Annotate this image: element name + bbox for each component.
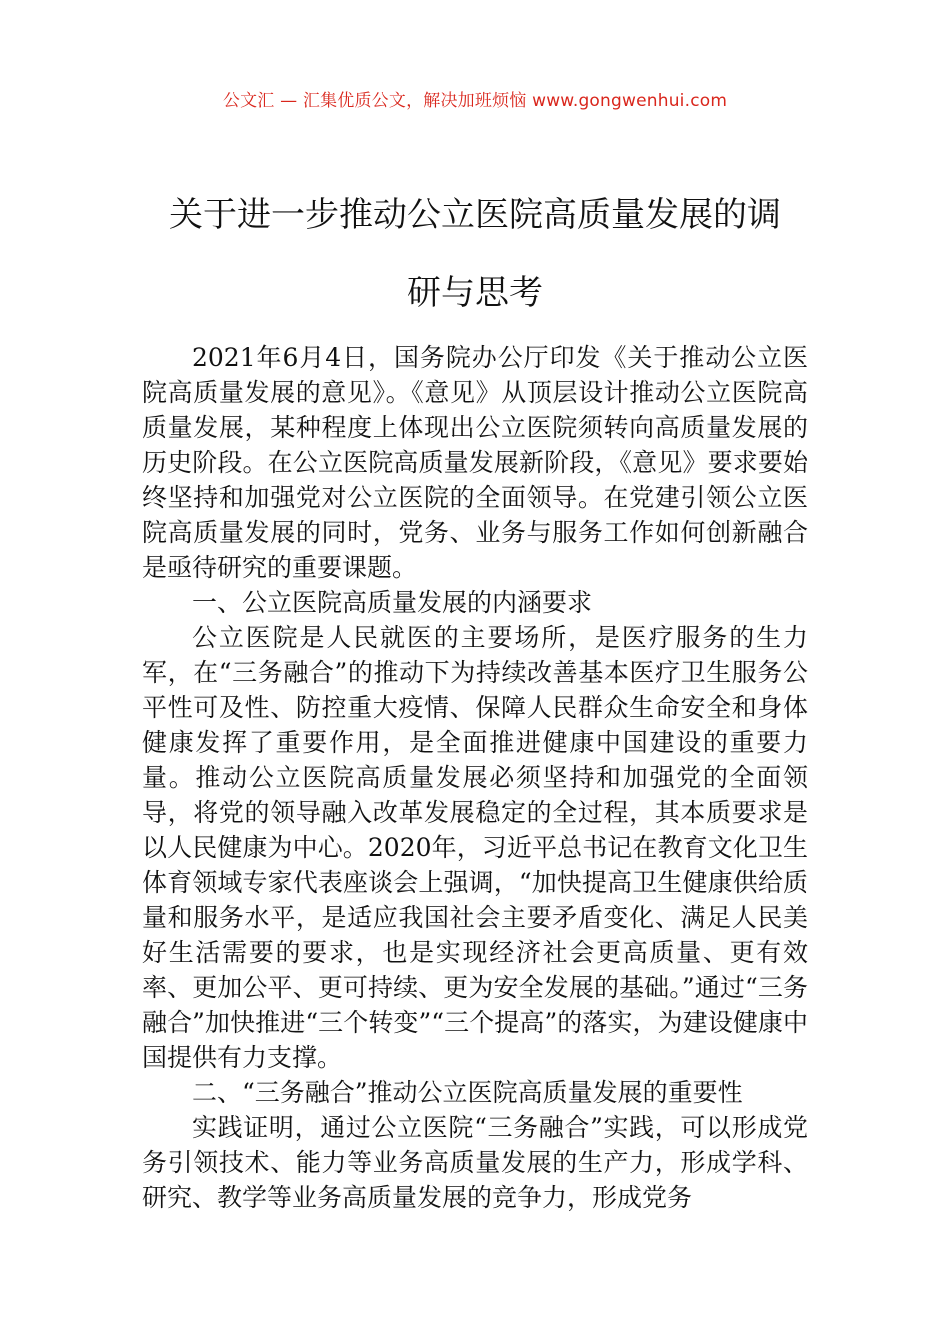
paragraph-intro: 2021年6月4日，国务院办公厅印发《关于推动公立医院高质量发展的意见》。《意见》从顶层设计推动公立医院高质量发展，某种程度上体现出公立医院须转向高质量发展的历史阶段。在公立医院高质量发展新阶段，《意见》要求要始终坚持和加强党对公立医院的全面领导。在党建引领公立医院高质量发展的同时，党务、业务与服务工作如何创新融合是亟待研究的重要课题。	[142, 343, 808, 582]
page-title	[150, 176, 800, 332]
section-heading-1: 一、公立医院高质量发展的内涵要求	[192, 588, 593, 617]
section-heading-2: 二、“三务融合”推动公立医院高质量发展的重要性	[192, 1078, 743, 1107]
title-line-1: 关于进一步推动公立医院高质量发展的调	[169, 195, 781, 235]
paragraph-section-2: 实践证明，通过公立医院“三务融合”实践，可以形成党务引领技术、能力等业务高质量发展的生产力，形成学科、研究、教学等业务高质量发展的竞争力，形成党务	[142, 1113, 808, 1212]
paragraph-section-1: 公立医院是人民就医的主要场所，是医疗服务的生力军，在“三务融合”的推动下为持续改善基本医疗卫生服务公平性可及性、防控重大疫情、保障人民群众生命安全和身体健康发挥了重要作用，是全面推进健康中国建设的重要力量。推动公立医院高质量发展必须坚持和加强党的全面领导，将党的领导融入改革发展稳定的全过程，其本质要求是以人民健康为中心。2020年，习近平总书记在教育文化卫生体育领域专家代表座谈会上强调，“加快提高卫生健康供给质量和服务水平，是适应我国社会主要矛盾变化、满足人民美好生活需要的要求，也是实现经济社会更高质量、更有效率、更加公平、更可持续、更为安全发展的基础。”通过“三务融合”加快推进“三个转变”“三个提高”的落实，为建设健康中国提供有力支撑。	[142, 623, 808, 1072]
site-banner: 公文汇 — 汇集优质公文，解决加班烦恼 www.gongwenhui.com	[222, 91, 728, 111]
title-line-2: 研与思考	[407, 273, 543, 313]
document-body	[142, 340, 808, 1215]
